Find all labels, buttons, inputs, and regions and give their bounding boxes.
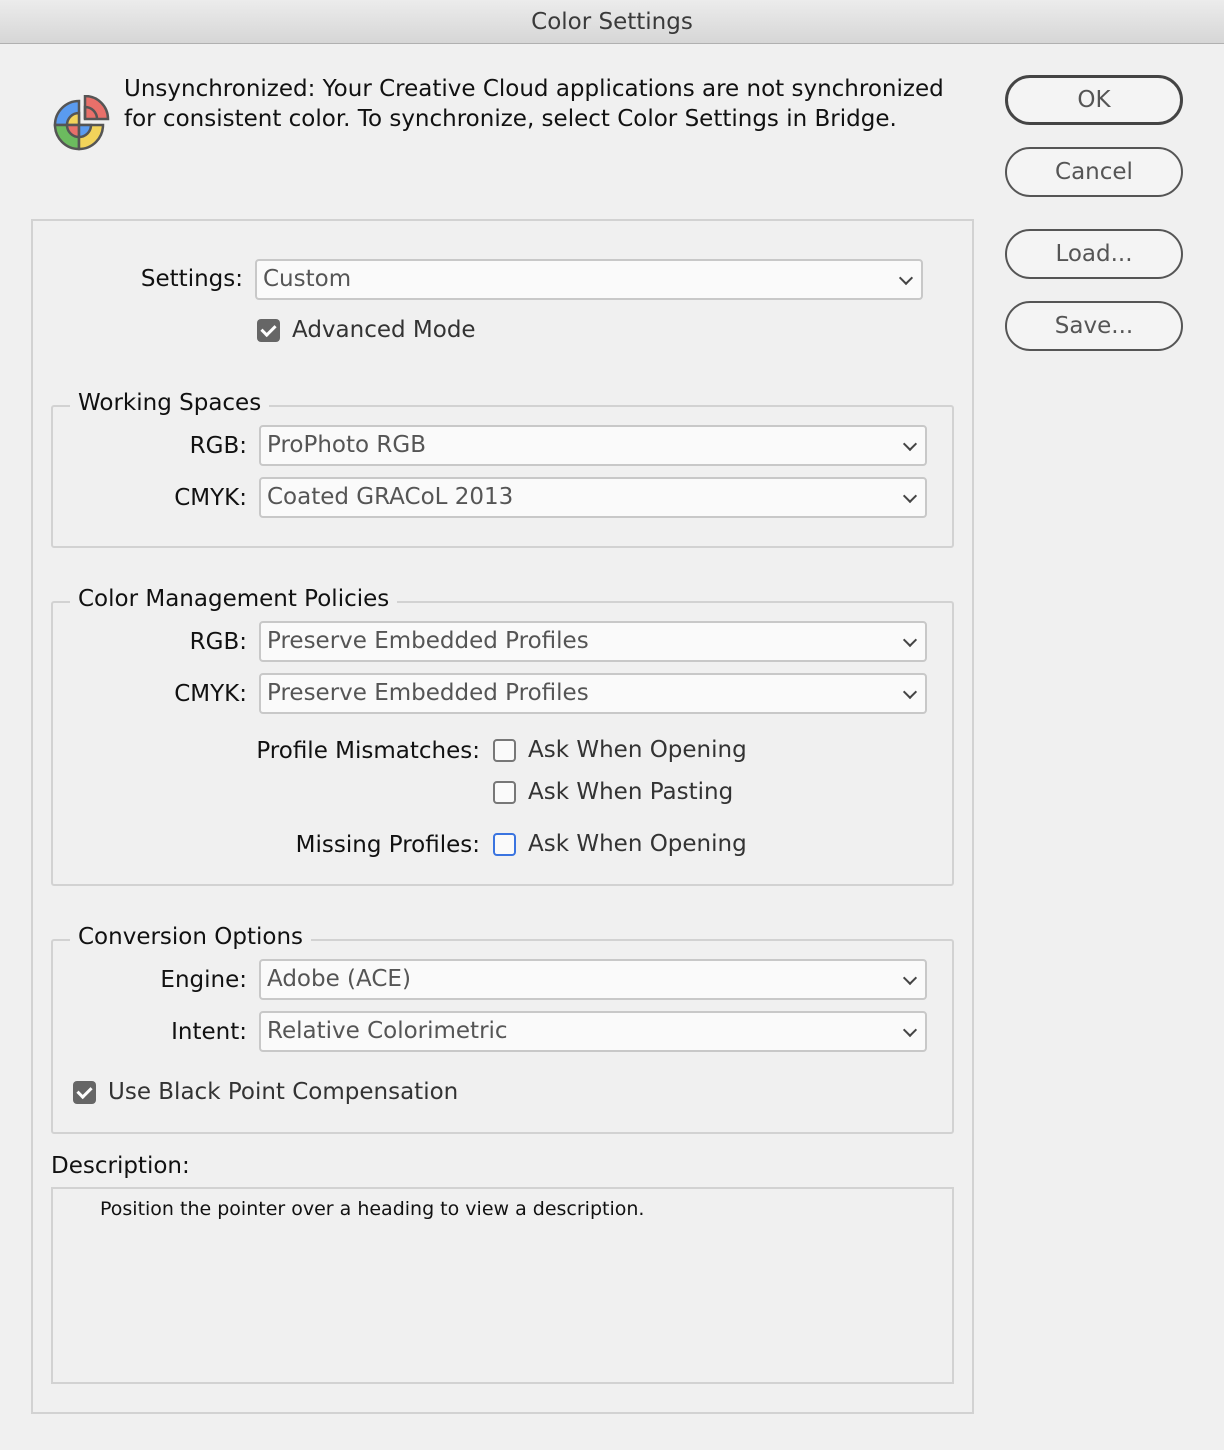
- policy-cmyk-select[interactable]: [259, 673, 927, 714]
- sync-warning-message: [124, 74, 944, 134]
- description-label: Description:: [51, 1153, 190, 1179]
- policy-cmyk-value: Preserve Embedded Profiles: [267, 680, 589, 706]
- policies-title: Color Management Policies: [70, 586, 397, 612]
- mismatch-ask-opening-label: Ask When Opening: [528, 737, 747, 763]
- missing-profiles-label: Missing Profiles:: [295, 832, 480, 858]
- mismatch-ask-pasting-checkbox[interactable]: [493, 781, 516, 804]
- policy-rgb-select[interactable]: [259, 621, 927, 662]
- advanced-mode-checkbox[interactable]: [257, 319, 280, 342]
- save-button[interactable]: Save...: [1005, 301, 1183, 351]
- settings-select[interactable]: [255, 259, 923, 300]
- black-point-compensation-checkbox[interactable]: [73, 1081, 96, 1104]
- ws-cmyk-label: CMYK:: [174, 485, 247, 511]
- intent-value: Relative Colorimetric: [267, 1018, 508, 1044]
- ws-cmyk-value: Coated GRACoL 2013: [267, 484, 514, 510]
- chevron-down-icon: [903, 685, 917, 699]
- chevron-down-icon: [903, 437, 917, 451]
- window-title: Color Settings: [531, 9, 693, 35]
- missing-ask-opening-checkbox[interactable]: [493, 833, 516, 856]
- ws-rgb-select[interactable]: [259, 425, 927, 466]
- settings-label: Settings:: [140, 266, 243, 292]
- chevron-down-icon: [903, 1023, 917, 1037]
- message-line-1: Unsynchronized: Your Creative Cloud applications are not synchronized: [124, 76, 944, 102]
- ws-cmyk-select[interactable]: [259, 477, 927, 518]
- mismatch-ask-opening-checkbox[interactable]: [493, 739, 516, 762]
- description-text: Position the pointer over a heading to view a description.: [100, 1198, 645, 1220]
- engine-label: Engine:: [160, 967, 247, 993]
- working-spaces-title: Working Spaces: [70, 390, 269, 416]
- black-point-compensation-label: Use Black Point Compensation: [108, 1079, 459, 1105]
- ws-rgb-label: RGB:: [189, 433, 247, 459]
- ok-button[interactable]: OK: [1005, 75, 1183, 125]
- intent-label: Intent:: [171, 1019, 247, 1045]
- settings-value: Custom: [263, 266, 352, 292]
- intent-select[interactable]: [259, 1011, 927, 1052]
- mismatch-ask-pasting-label: Ask When Pasting: [528, 779, 734, 805]
- profile-mismatches-label: Profile Mismatches:: [256, 738, 480, 764]
- engine-value: Adobe (ACE): [267, 966, 411, 992]
- ws-rgb-value: ProPhoto RGB: [267, 432, 426, 458]
- message-line-2: for consistent color. To synchronize, select Color Settings in Bridge.: [124, 106, 897, 132]
- chevron-down-icon: [903, 971, 917, 985]
- chevron-down-icon: [899, 271, 913, 285]
- color-settings-icon: [51, 95, 113, 157]
- chevron-down-icon: [903, 633, 917, 647]
- policy-cmyk-label: CMYK:: [174, 681, 247, 707]
- engine-select[interactable]: [259, 959, 927, 1000]
- chevron-down-icon: [903, 489, 917, 503]
- conversion-title: Conversion Options: [70, 924, 311, 950]
- policy-rgb-value: Preserve Embedded Profiles: [267, 628, 589, 654]
- missing-ask-opening-label: Ask When Opening: [528, 831, 747, 857]
- advanced-mode-label: Advanced Mode: [292, 317, 476, 343]
- policy-rgb-label: RGB:: [189, 629, 247, 655]
- load-button[interactable]: Load...: [1005, 229, 1183, 279]
- title-bar: [0, 0, 1224, 44]
- cancel-button[interactable]: Cancel: [1005, 147, 1183, 197]
